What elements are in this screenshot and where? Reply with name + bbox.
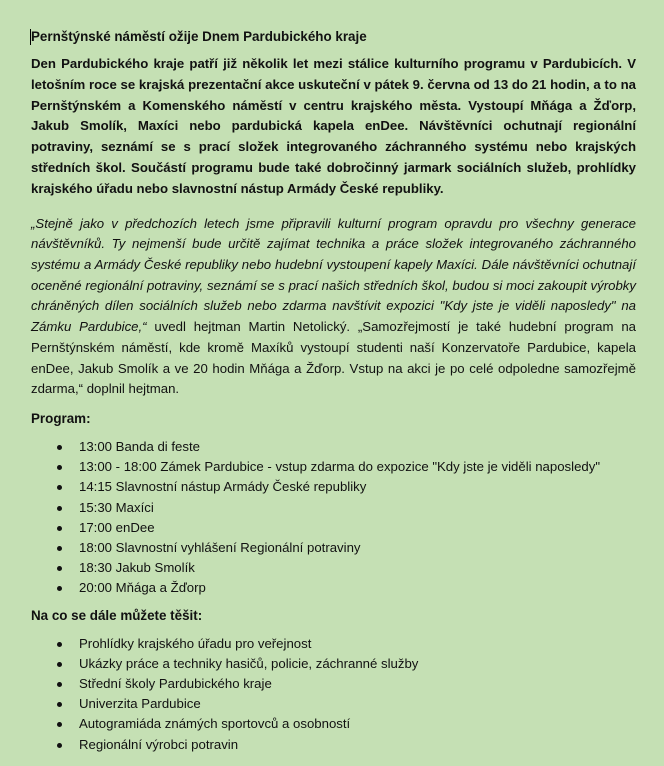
article-title: Pernštýnské náměstí ožije Dnem Pardubického kraje — [31, 29, 367, 44]
program-item-text: 20:00 Mňága a Žďorp — [79, 580, 206, 596]
program-item-text: 18:30 Jakub Smolík — [79, 560, 195, 576]
bullet-icon — [57, 662, 62, 667]
program-item — [31, 538, 636, 558]
program-item — [31, 558, 636, 578]
program-item — [31, 518, 636, 538]
text-cursor — [30, 29, 31, 45]
more-item — [31, 634, 636, 654]
program-item-text: 15:30 Maxíci — [79, 499, 154, 515]
program-item — [31, 498, 636, 518]
program-heading: Program: — [31, 410, 91, 426]
more-item-text: Univerzita Pardubice — [79, 696, 201, 712]
bullet-icon — [57, 743, 62, 748]
more-item — [31, 674, 636, 694]
quote-italic-text: „Stejně jako v předchozích letech jsme připravili kulturní program opravdu pro všechny generace návštěvníků. Ty nejmenší bude určitě zajímat technika a práce složek integrovaného záchranného systému a Armády České republiky nebo hudební vystoupení kapely Maxíci. Dále návštěvníci ochutnají oceněné regionální potraviny, seznámí se s prací našich středních škol, budou si moci zakoupit výrobky chráněných dílen sociálních služeb nebo zdarma navštívit expozici "Kdy jste je viděli naposledy" na Zámku Pardubice,“ — [31, 215, 636, 335]
program-item-text: 18:00 Slavnostní vyhlášení Regionální potraviny — [79, 539, 361, 555]
more-item-text: Střední školy Pardubického kraje — [79, 675, 272, 691]
quote-plain-text: uvedl hejtman Martin Netolický. „Samozřejmostí je také hudební program na Pernštýnském náměstí, kde kromě Maxíků vystoupí studenti naší Konzervatoře Pardubice, kapela enDee, Jakub Smolík a ve 20 hodin Mňága a Žďorp. Vstup na akci je po celé odpoledne samozřejmě zdarma,“ doplnil hejtman. — [31, 319, 636, 397]
bullet-icon — [57, 485, 62, 490]
program-item-text: 13:00 Banda di feste — [79, 438, 200, 454]
program-list — [31, 437, 636, 599]
more-item-text: Autogramiáda známých sportovců a osobností — [79, 716, 351, 732]
more-item — [31, 654, 636, 674]
more-heading: Na co se dále můžete těšit: — [31, 607, 203, 623]
program-item — [31, 578, 636, 598]
more-item-text: Regionální výrobci potravin — [79, 736, 239, 752]
bullet-icon — [57, 546, 62, 551]
program-item — [31, 437, 636, 457]
more-item — [31, 694, 636, 714]
bullet-icon — [57, 722, 62, 727]
bullet-icon — [57, 586, 62, 591]
bullet-icon — [57, 702, 62, 707]
bullet-icon — [57, 526, 62, 531]
more-item-text: Prohlídky krajského úřadu pro veřejnost — [79, 635, 312, 651]
program-item — [31, 477, 636, 497]
lead-paragraph: Den Pardubického kraje patří již několik let mezi stálice kulturního programu v Pardubicích. V letošním roce se krajská prezentační akce uskuteční v pátek 9. června od 13 do 21 hodin, a to na Pernštýnském a Komenského náměstí v centru krajského města. Vystoupí Mňága a Žďorp, Jakub Smolík, Maxíci nebo pardubická kapela enDee. Návštěvníci ochutnají regionální potraviny, seznámí se s prací složek integrovaného záchranného systému nebo krajských středních škol. Součástí programu bude také dobročinný jarmark sociálních služeb, prohlídky krajského úřadu nebo slavnostní nástup Armády České republiky. — [31, 56, 636, 196]
program-item-text: 17:00 enDee — [79, 519, 155, 535]
program-item-text: 13:00 - 18:00 Zámek Pardubice - vstup zdarma do expozice "Kdy jste je viděli naposledy" — [79, 459, 601, 475]
bullet-icon — [57, 445, 62, 450]
more-item — [31, 714, 636, 734]
program-item-text: 14:15 Slavnostní nástup Armády České republiky — [79, 479, 367, 495]
bullet-icon — [57, 642, 62, 647]
quote-paragraph — [31, 214, 636, 400]
bullet-icon — [57, 682, 62, 687]
bullet-icon — [57, 506, 62, 511]
bullet-icon — [57, 566, 62, 571]
more-item — [31, 735, 636, 755]
program-item — [31, 457, 636, 477]
more-item-text: Ukázky práce a techniky hasičů, policie, záchranné služby — [79, 655, 419, 671]
more-list — [31, 634, 636, 755]
bullet-icon — [57, 465, 62, 470]
